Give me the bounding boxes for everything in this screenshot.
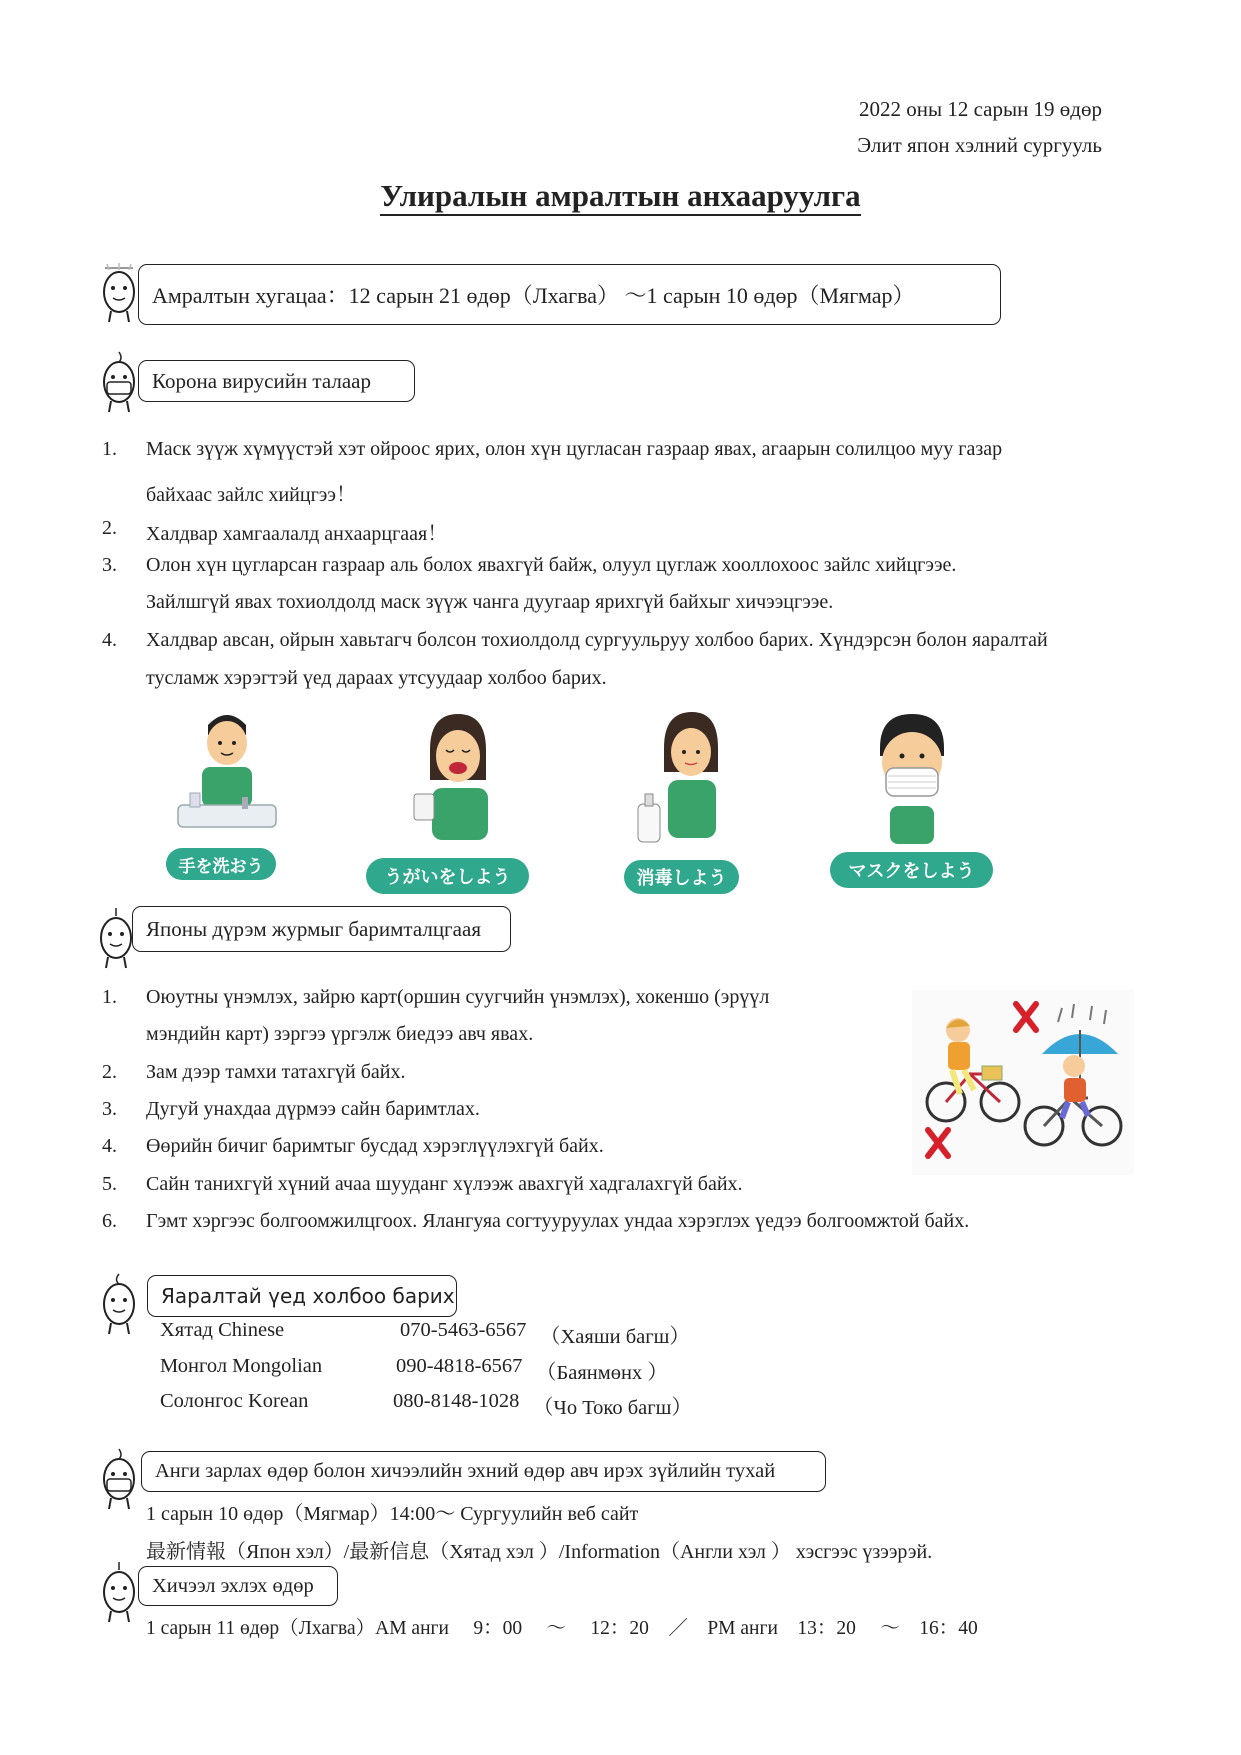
- list-item-text: мэндийн карт) зэргээ үргэлж биедээ авч явах.: [146, 1023, 534, 1045]
- mascot-icon: [99, 1447, 139, 1513]
- section-heading-corona: Корона вирусийн талаар: [138, 360, 415, 402]
- list-number: 4.: [102, 629, 117, 651]
- document-date: 2022 оны 12 сарын 19 өдөр: [858, 97, 1102, 121]
- list-number: 1.: [102, 438, 117, 460]
- list-number: 5.: [102, 1173, 117, 1195]
- section-heading-class-start: Хичээл эхлэх өдөр: [138, 1566, 338, 1606]
- mask-illustration: [862, 712, 962, 847]
- section-heading-emergency: Яаралтай үед холбоо барих: [147, 1275, 457, 1317]
- illustration-caption: 手を洗おう: [166, 848, 276, 880]
- list-item-text: Маск зүүж хүмүүстэй хэт ойроос ярих, олон хүн цугласан газраар явах, агаарын солилцоо муу газар: [146, 438, 1003, 460]
- school-name: Элит япон хэлний сургууль: [857, 133, 1102, 157]
- list-item-text: Зайлшгүй явах тохиолдолд маск зүүж чанга дуугаар ярихгүй байхыг хичээцгээе.: [146, 591, 834, 613]
- illustration-caption: マスクをしよう: [830, 852, 993, 888]
- list-item-text: Гэмт хэргээс болгоомжилцгоох. Ялангуяа согтууруулах ундаа хэрэглэх үедээ болгоомжтой байх.: [146, 1210, 970, 1232]
- list-item-text: Зам дээр тамхи татахгүй байх.: [146, 1061, 406, 1083]
- list-number: 1.: [102, 986, 117, 1008]
- page-title: Улиралын амралтын анхааруулга: [0, 178, 1241, 214]
- announcement-info: 最新情報（Япон хэл）/最新信息（Хятад хэл ）/Information（Англи хэл ） хэсгээс үзээрэй.: [146, 1541, 933, 1563]
- announcement-date: 1 сарын 10 өдөр（Мягмар）14:00～ Сургуулийн веб сайт: [146, 1503, 639, 1525]
- list-number: 4.: [102, 1135, 117, 1157]
- illustration-caption: うがいをしよう: [366, 858, 529, 894]
- hand-washing-illustration: [172, 705, 282, 845]
- section-heading-rules: Японы дүрэм журмыг баримталцгаая: [132, 906, 511, 952]
- gargling-illustration: [408, 710, 508, 850]
- disinfect-illustration: [632, 708, 732, 848]
- list-item-text: байхаас зайлс хийцгээ！: [146, 484, 356, 506]
- list-number: 6.: [102, 1210, 117, 1232]
- list-number: 3.: [102, 554, 117, 576]
- contact-name: （Чо Токо багш）: [533, 1397, 692, 1419]
- list-item-text: Дугуй унахдаа дүрмээ сайн баримтлах.: [146, 1098, 480, 1120]
- list-item-text: Оюутны үнэмлэх, зайрю карт(оршин суугчийн үнэмлэх), хокеншо (эрүүл: [146, 986, 770, 1008]
- mascot-icon: [96, 906, 136, 972]
- mascot-icon: [99, 262, 139, 328]
- contact-phone: 070-5463-6567: [400, 1319, 527, 1341]
- bicycle-rules-illustration: [912, 990, 1134, 1175]
- mascot-icon: [99, 1272, 139, 1338]
- contact-language: Монгол Mongolian: [160, 1355, 323, 1377]
- mascot-icon: [99, 1560, 139, 1626]
- list-item-text: Сайн танихгүй хүний ачаа шууданг хүлээж авахгүй хадгалахгүй байх.: [146, 1173, 743, 1195]
- section-heading-announcement: Анги зарлах өдөр болон хичээлийн эхний өдөр авч ирэх зүйлийн тухай: [141, 1451, 826, 1492]
- contact-language: Хятад Chinese: [160, 1319, 285, 1341]
- illustration-caption: 消毒しよう: [624, 860, 739, 894]
- list-item-text: Халдвар авсан, ойрын хавьтагч болсон тохиолдолд сургуульруу холбоо барих. Хүндэрсэн болон яаралтай: [146, 629, 1048, 651]
- list-number: 2.: [102, 517, 117, 539]
- mascot-icon: [99, 350, 139, 416]
- list-item-text: Олон хүн цугларсан газраар аль болох явахгүй байж, олуул цуглаж хооллохоос зайлс хийцгээе.: [146, 554, 957, 576]
- holiday-period-box: Амралтын хугацаа：12 сарын 21 өдөр（Лхагва） ～1 сарын 10 өдөр（Мягмар）: [138, 264, 1001, 325]
- contact-name: （Хаяши багш）: [540, 1326, 690, 1348]
- contact-phone: 080-8148-1028: [393, 1390, 520, 1412]
- list-item-text: Халдвар хамгаалалд анхаарцгаая！: [146, 523, 448, 545]
- list-number: 2.: [102, 1061, 117, 1083]
- list-item-text: Өөрийн бичиг баримтыг бусдад хэрэглүүлэхгүй байх.: [146, 1135, 604, 1157]
- contact-language: Солонгос Korean: [160, 1390, 309, 1412]
- contact-phone: 090-4818-6567: [396, 1355, 523, 1377]
- contact-name: （Баянмөнх ）: [536, 1362, 668, 1384]
- list-number: 3.: [102, 1098, 117, 1120]
- class-start-schedule: 1 сарын 11 өдөр（Лхагва）АМ анги 9：00 ～ 12：20 ／ PM анги 13：20 ～ 16：40: [146, 1618, 978, 1639]
- list-item-text: тусламж хэрэгтэй үед дараах утсуудаар холбоо барих.: [146, 667, 607, 689]
